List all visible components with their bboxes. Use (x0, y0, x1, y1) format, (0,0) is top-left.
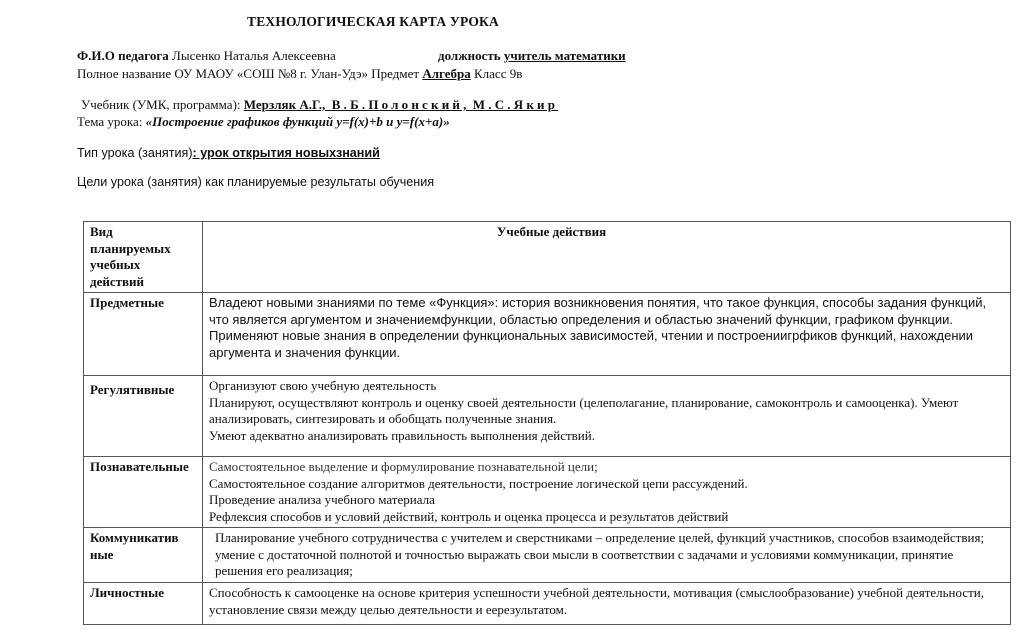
row-paragraph: Рефлексия способов и условий действий, контроль и оценка процесса и результатов действий (209, 508, 729, 524)
textbook-author-2: В.Б.Полонский, (331, 97, 470, 112)
teacher-name: Лысенко Наталья Алексеевна (172, 48, 336, 63)
textbook-line (81, 97, 558, 113)
school-label: Полное название ОУ (77, 66, 193, 81)
position-line (438, 48, 626, 64)
lesson-type-value: : урок открытия новых (192, 146, 336, 160)
table-row (84, 583, 1011, 625)
row-paragraph: Применяют новые знания в определении функциональных зависимостей, чтении и построениигрфиков функций, нахождении аргумента и значения функции. (209, 328, 974, 360)
textbook-label: Учебник (УМК, программа): (81, 97, 241, 112)
row-paragraph: Владеют новыми знаниями по теме «Функция»: история возникновения понятия, что такое функция, способы задания функций, что является аргументом и значениемфункции, областью определения и областью значений функции, графиком функции. (209, 295, 987, 327)
row-actions-cell (203, 376, 1011, 457)
row-paragraph: Умеют адекватно анализировать правильность выполнения действий. (209, 427, 595, 443)
header-type-cell (84, 222, 203, 293)
teacher-line (77, 48, 336, 64)
row-type-cell: Регулятивные (84, 376, 203, 457)
header-type-label: Вид планируемых учебных действий (90, 224, 171, 289)
subject-value: Алгебра (422, 66, 471, 81)
row-type-cell: Познавательные (84, 457, 203, 528)
header-actions-label: Учебные действия (496, 224, 607, 239)
goals-line (77, 174, 434, 190)
table-row (84, 528, 1011, 583)
teacher-label: Ф.И.О педагога (77, 48, 169, 63)
row-paragraph: Самостоятельное выделение и формулирование познавательной цели; (209, 459, 598, 474)
row-paragraph: Планирование учебного сотрудничества с учителем и сверстниками – определение целей, функций участников, способов взаимодействия; умение с достаточной полнотой и точностью выражать свои мысли в соответствии с задачами и условиями коммуникации, принятие решения его реализация; (215, 530, 985, 578)
row-paragraph: Проведение анализа учебного материала (209, 492, 435, 507)
row-type-cell: Личностные (84, 583, 203, 625)
textbook-author-1: Мерзляк А.Г., (243, 97, 326, 112)
row-actions-cell (203, 583, 1011, 625)
school-value: МАОУ «СОШ №8 г. Улан-Удэ» (195, 66, 369, 81)
row-actions-cell (203, 528, 1011, 583)
row-actions-cell (203, 457, 1011, 528)
topic-value: «Построение графиков функций y=f(x)+b и y=f(x+a)» (145, 114, 450, 129)
table-row (84, 457, 1011, 528)
row-paragraph: Планируют, осуществляют контроль и оценку своей деятельности (целеполагание, планирование, самоконтроль и самооценка). Умеют анализировать, синтезировать и обобщать полученные знания. (209, 394, 959, 426)
lesson-type-value-2: знаний (335, 146, 380, 160)
lesson-type-label: Тип урока (занятия) (77, 146, 193, 160)
topic-label: Тема урока: (77, 114, 143, 129)
position-label: должность (438, 48, 501, 63)
row-paragraph: Самостоятельное создание алгоритмов деятельности, построение логической цепи рассуждений. (209, 475, 748, 491)
planned-results-table (83, 221, 1011, 625)
row-type-cell: Предметные (84, 293, 203, 376)
table-header-row (84, 222, 1011, 293)
school-line (77, 66, 522, 82)
table-row (84, 293, 1011, 376)
header-actions-cell (203, 222, 1011, 293)
row-type-cell: Коммуникатив ные (84, 528, 203, 583)
textbook-author-3: М.С.Якир (472, 97, 559, 112)
document-title: ТЕХНОЛОГИЧЕСКАЯ КАРТА УРОКА (247, 14, 499, 29)
subject-label: Предмет (371, 66, 420, 81)
goals-label: Цели урока (занятия) как планируемые результаты обучения (77, 175, 435, 189)
lesson-type-line (77, 145, 380, 161)
row-paragraph: Организуют свою учебную деятельность (209, 378, 437, 393)
class-label: Класс 9в (474, 66, 523, 81)
position-value: учитель математики (503, 48, 626, 63)
row-paragraph: Способность к самооценке на основе критерия успешности учебной деятельности, мотивация (смыслообразование) учебной деятельности, установление связи между целью деятельности и еерезультатом. (209, 585, 984, 617)
topic-line (77, 114, 450, 130)
row-actions-cell (203, 293, 1011, 376)
table-row (84, 376, 1011, 457)
